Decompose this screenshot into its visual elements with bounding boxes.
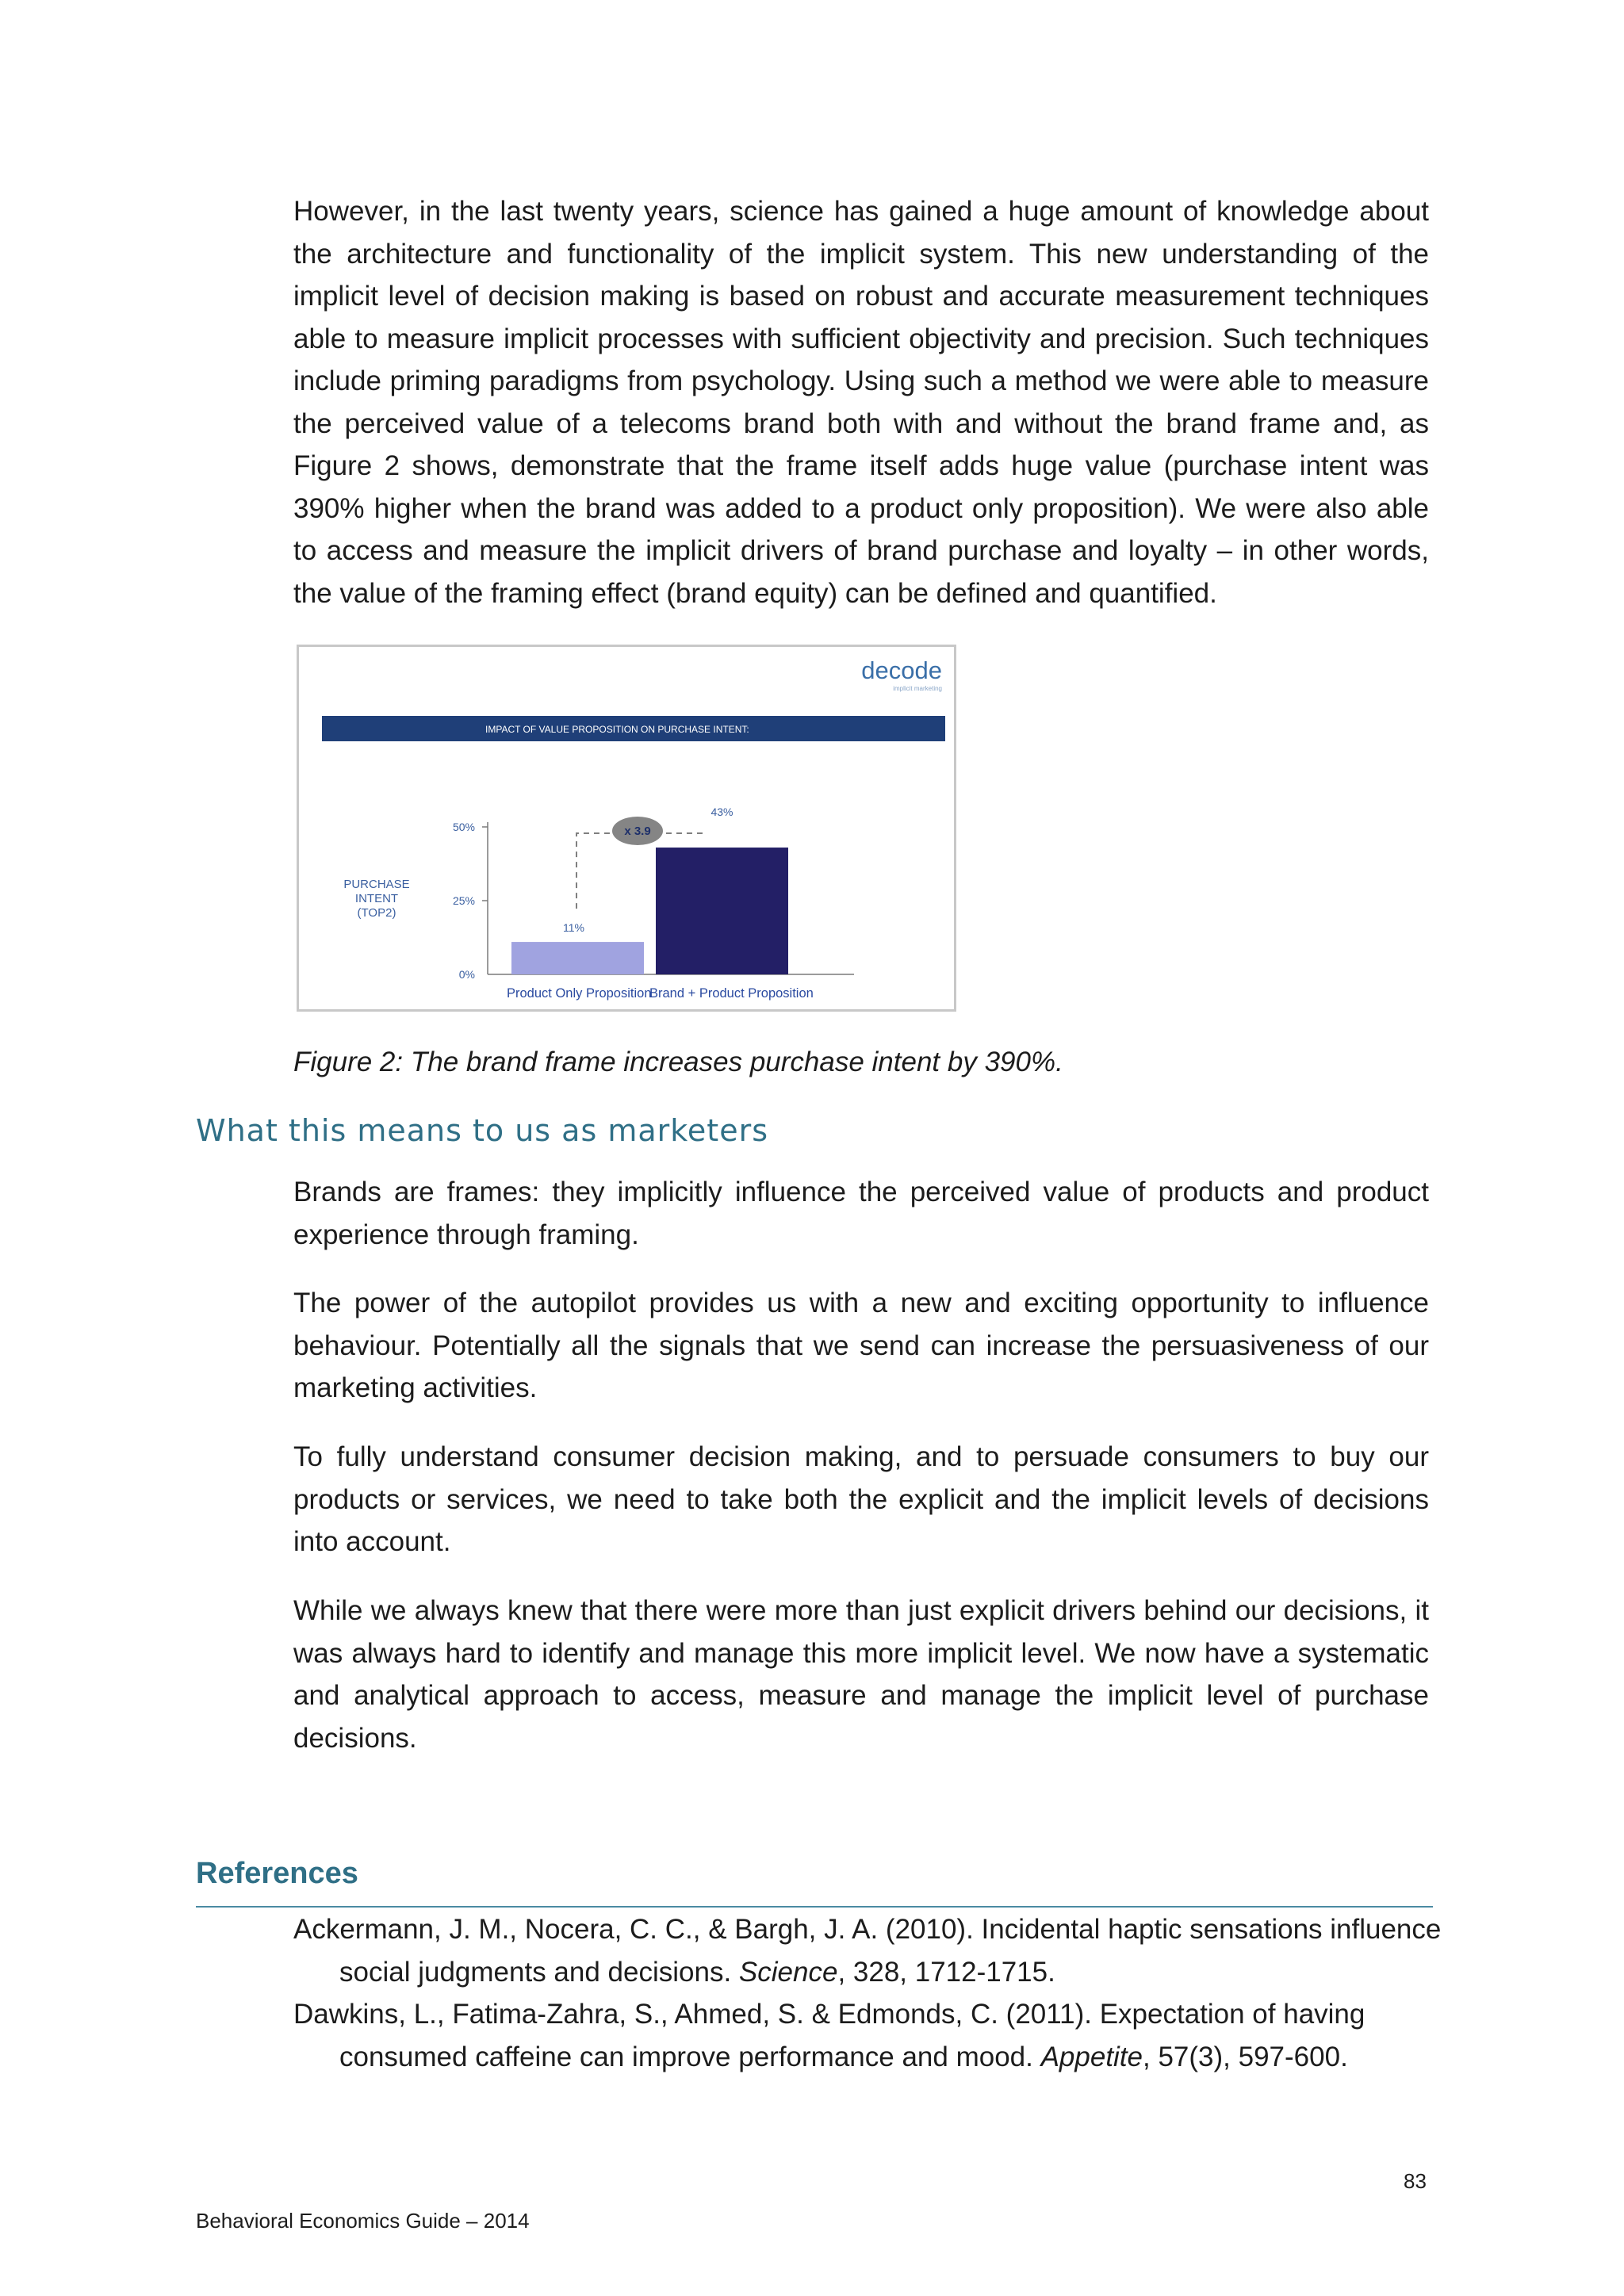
ratio-annotation: x 3.9	[624, 825, 651, 839]
y-tick-label: 0%	[458, 968, 475, 981]
chart-marks	[343, 806, 854, 1001]
y-axis-title-line: INTENT	[354, 892, 399, 905]
references-divider	[196, 1906, 1433, 1908]
x-tick-label: Product Only Proposition	[507, 986, 652, 1001]
data-label: 11%	[563, 921, 584, 935]
section-heading: What this means to us as marketers	[196, 1113, 768, 1148]
reference-item: Ackermann, J. M., Nocera, C. C., & Bargh, J. A. (2010). Incidental haptic sensations influence social judgments and decisions. Science, 328, 1712-1715.	[293, 1914, 1442, 1988]
footer-text: Behavioral Economics Guide – 2014	[196, 2209, 530, 2233]
bar	[656, 848, 788, 974]
y-axis-title-line: (TOP2)	[357, 906, 396, 920]
y-tick-label: 25%	[452, 894, 475, 907]
paragraph-implicit-level: While we always knew that there were more than just explicit drivers behind our decisions, it was always hard to identify and manage this more implicit level. We now have a systematic and analytical approach to access, measure and manage the implicit level of purchase decisions.	[293, 1595, 1429, 1754]
paragraph-autopilot: The power of the autopilot provides us with a new and exciting opportunity to influence behaviour. Potentially all the signals that we send can increase the persuasiveness of our marketing activities.	[293, 1288, 1429, 1403]
paragraph-brands-are-frames: Brands are frames: they implicitly influence the perceived value of products and product experience through framing.	[293, 1177, 1429, 1250]
intro-paragraph: However, in the last twenty years, science has gained a huge amount of knowledge about the architecture and functionality of the implicit system. This new understanding of the implicit level of decision making is based on robust and accurate measurement techniques able to measure implicit processes with sufficient objectivity and precision. Such techniques include priming paradigms from psychology. Using such a method we were able to measure the perceived value of a telecoms brand both with and without the brand frame and, as Figure 2 shows, demonstrate that the frame itself adds huge value (purchase intent was 390% higher when the brand was added to a product only proposition). We were also able to access and measure the implicit drivers of brand purchase and loyalty – in other words, the value of the framing effect (brand equity) can be defined and quantified.	[293, 196, 1429, 609]
paragraph-decision-making: To fully understand consumer decision making, and to persuade consumers to buy our products or services, we need to take both the explicit and the implicit levels of decisions into account.	[293, 1441, 1429, 1557]
figure-2-chart	[297, 645, 956, 1012]
chart-title: IMPACT OF VALUE PROPOSITION ON PURCHASE INTENT:	[485, 724, 749, 735]
decode-logo: decode	[861, 656, 942, 684]
reference-item: Dawkins, L., Fatima-Zahra, S., Ahmed, S. & Edmonds, C. (2011). Expectation of having consumed caffeine can improve performance and mood. Appetite, 57(3), 597-600.	[293, 1999, 1365, 2072]
chart-svg	[299, 647, 954, 1009]
page-number: 83	[1404, 2169, 1427, 2193]
y-tick-label: 50%	[452, 821, 475, 833]
references-heading: References	[196, 1857, 358, 1890]
data-label: 43%	[710, 806, 733, 819]
y-axis-title-line: PURCHASE	[343, 878, 410, 891]
decode-logo-tagline: implicit marketing	[893, 685, 942, 692]
x-tick-label: Brand + Product Proposition	[649, 986, 814, 1001]
figure-caption: Figure 2: The brand frame increases purchase intent by 390%.	[293, 1047, 1063, 1077]
bar	[511, 942, 644, 974]
